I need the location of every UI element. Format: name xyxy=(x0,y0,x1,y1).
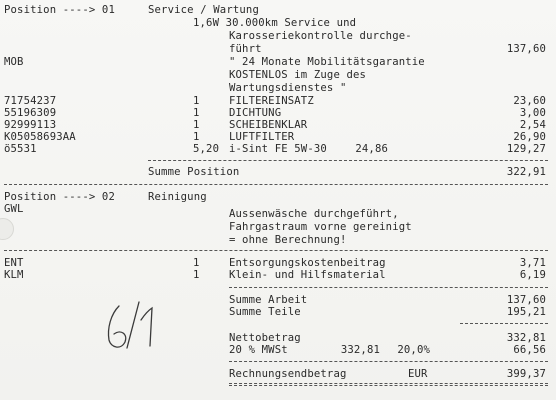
part-amount: 129,27 xyxy=(506,143,546,155)
summe-arbeit-amount: 137,60 xyxy=(506,294,546,306)
part-name: i-Sint FE 5W-30 xyxy=(229,143,327,155)
part-code: 71754237 xyxy=(4,95,57,107)
item-code: ENT xyxy=(4,257,24,269)
part-name: DICHTUNG xyxy=(229,107,282,119)
punch-hole xyxy=(0,218,14,240)
position-02-title: Reinigung xyxy=(148,191,207,203)
summe-position-amount: 322,91 xyxy=(506,166,546,178)
gwl-code: GWL xyxy=(4,203,24,215)
mwst-label: 20 % MWSt xyxy=(229,344,288,356)
mwst-rate: 20,0% xyxy=(397,344,430,356)
position-02-header: Position ----> 02 xyxy=(4,191,115,203)
part-unit-price: 24,86 xyxy=(355,143,388,155)
separator-line xyxy=(229,361,548,362)
part-qty: 1 xyxy=(193,95,200,107)
part-amount: 26,90 xyxy=(513,131,546,143)
mwst-base: 332,81 xyxy=(340,344,380,356)
mob-line-3: Wartungsdienstes " xyxy=(229,82,347,94)
mob-line-2: KOSTENLOS im Zuge des xyxy=(229,69,367,81)
summe-teile-amount: 195,21 xyxy=(506,306,546,318)
service-desc-line-3: führt xyxy=(229,43,262,55)
currency-label: EUR xyxy=(408,368,428,380)
gwl-line-2: Fahrgastraum vorne gereinigt xyxy=(229,221,412,233)
rechnungsendbetrag-label: Rechnungsendbetrag xyxy=(229,368,347,380)
mwst-amount: 66,56 xyxy=(513,344,546,356)
part-code: ö5531 xyxy=(4,143,37,155)
mob-line-1: " 24 Monate Mobilitätsgarantie xyxy=(229,56,425,68)
separator-line xyxy=(148,160,548,161)
position-01-title: Service / Wartung xyxy=(148,4,259,16)
handwritten-mark xyxy=(97,296,172,354)
summe-teile-label: Summe Teile xyxy=(229,306,301,318)
item-name: Klein- und Hilfsmaterial xyxy=(229,269,386,281)
part-qty: 1 xyxy=(193,131,200,143)
item-qty: 1 xyxy=(193,269,200,281)
part-amount: 3,00 xyxy=(519,107,546,119)
part-name: LUFTFILTER xyxy=(229,131,295,143)
separator-line xyxy=(460,323,548,324)
gwl-line-3: = ohne Berechnung! xyxy=(229,234,347,246)
part-qty: 1 xyxy=(193,107,200,119)
part-name: FILTEREINSATZ xyxy=(229,95,314,107)
netto-label: Nettobetrag xyxy=(229,332,301,344)
part-qty: 1 xyxy=(193,119,200,131)
summe-position-label: Summe Position xyxy=(148,166,240,178)
position-01-header: Position ----> 01 xyxy=(4,4,115,16)
summe-arbeit-label: Summe Arbeit xyxy=(229,294,308,306)
item-name: Entsorgungskostenbeitrag xyxy=(229,257,386,269)
item-code: KLM xyxy=(4,269,24,281)
service-amount: 137,60 xyxy=(506,43,546,55)
part-name: SCHEIBENKLAR xyxy=(229,119,308,131)
item-qty: 1 xyxy=(193,257,200,269)
part-qty: 5,20 xyxy=(193,143,220,155)
part-code: 92999113 xyxy=(4,119,57,131)
double-separator-line xyxy=(229,383,548,386)
part-code: 55196309 xyxy=(4,107,57,119)
item-amount: 6,19 xyxy=(519,269,546,281)
netto-amount: 332,81 xyxy=(506,332,546,344)
rechnungsendbetrag-amount: 399,37 xyxy=(506,368,546,380)
separator-line xyxy=(4,184,548,185)
service-desc-line-1: 1,6W 30.000km Service und xyxy=(193,17,357,29)
gwl-line-1: Aussenwäsche durchgeführt, xyxy=(229,208,399,220)
item-amount: 3,71 xyxy=(519,257,546,269)
part-amount: 2,54 xyxy=(519,119,546,131)
separator-line xyxy=(4,250,548,251)
service-desc-line-2: Karosseriekontrolle durchge- xyxy=(229,30,412,42)
mob-code: MOB xyxy=(4,56,24,68)
part-amount: 23,60 xyxy=(513,95,546,107)
separator-line xyxy=(229,287,548,288)
part-code: K05058693AA xyxy=(4,131,76,143)
